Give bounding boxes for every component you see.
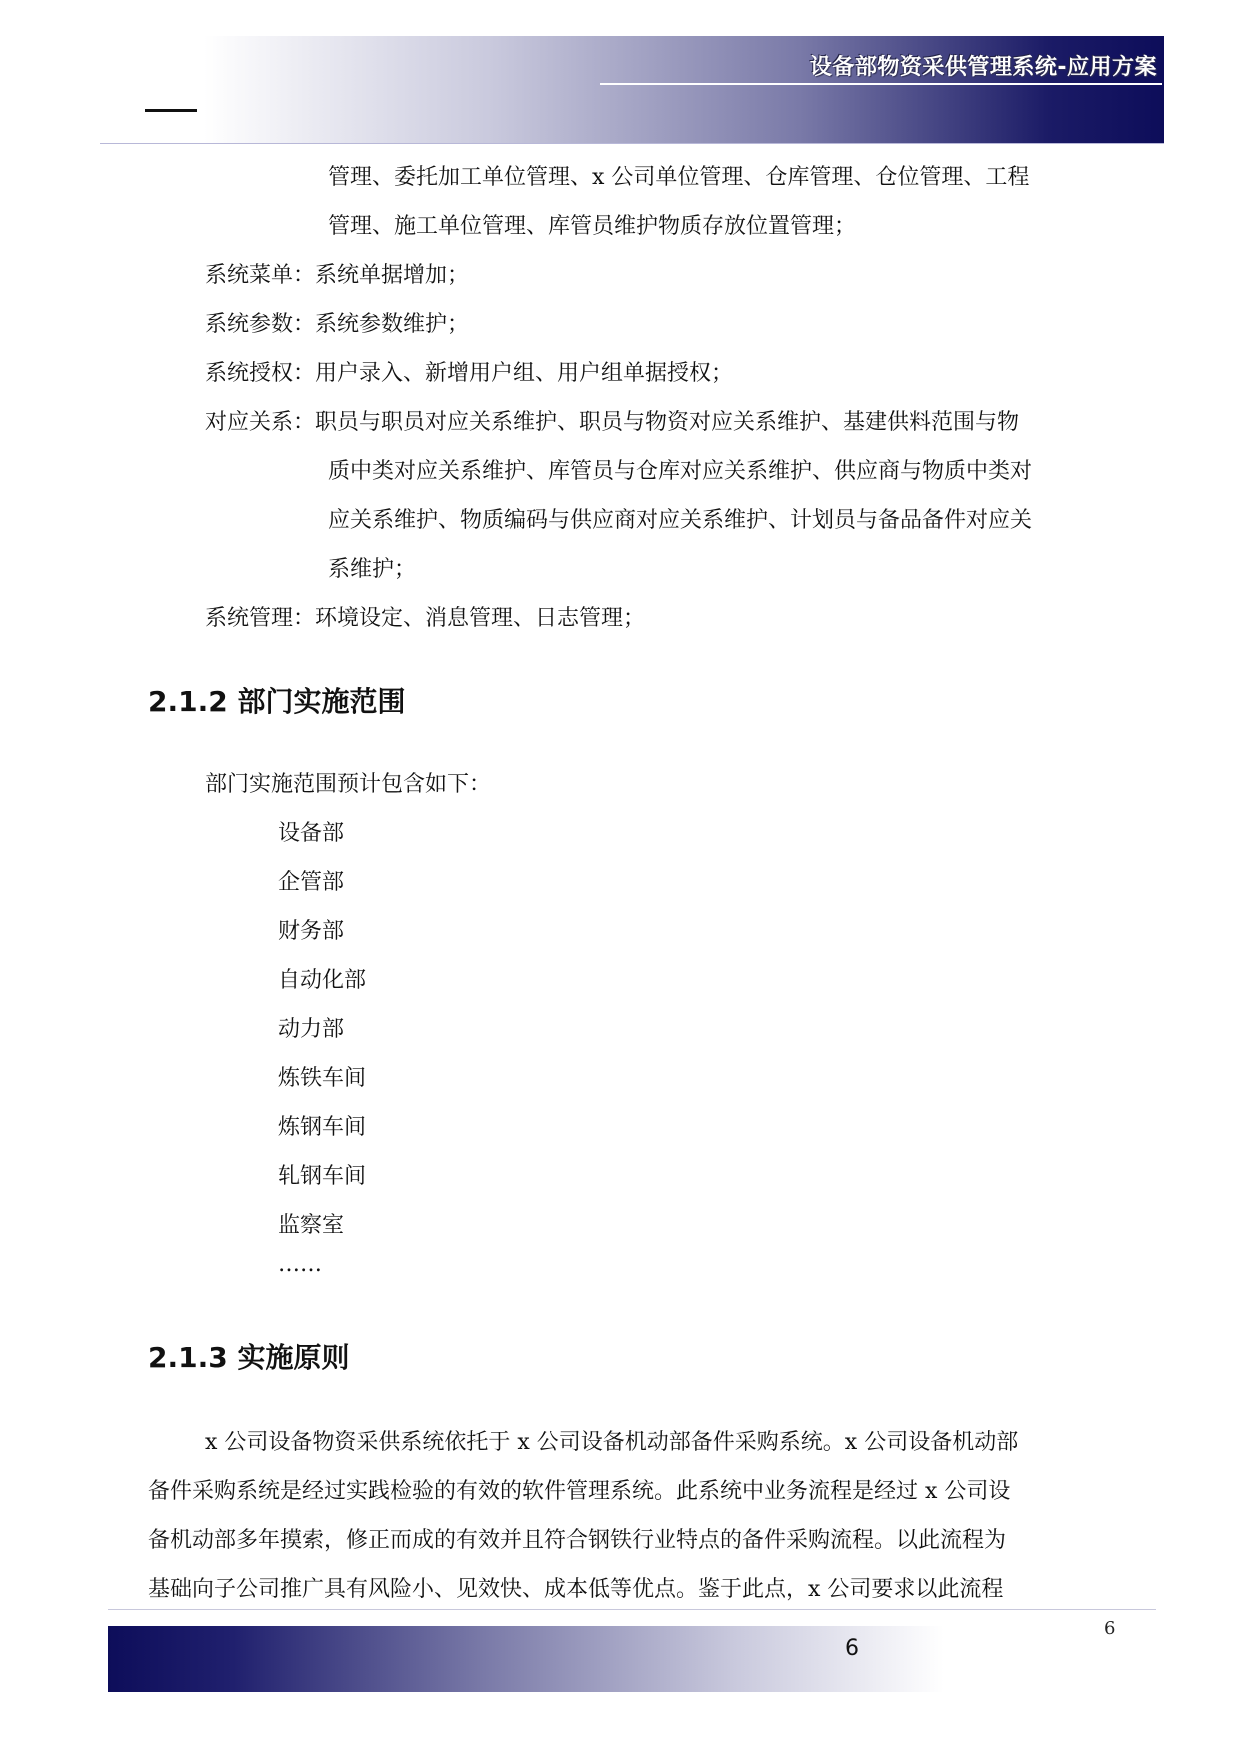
body-line: 管理、委托加工单位管理、x 公司单位管理、仓库管理、仓位管理、工程 — [328, 165, 1030, 190]
body-line: 应关系维护、物质编码与供应商对应关系维护、计划员与备品备件对应关 — [328, 508, 1033, 533]
paragraph-line: 备机动部多年摸索，修正而成的有效并且符合钢铁行业特点的备件采购流程。以此流程为 — [148, 1528, 1007, 1553]
department-item: 炼铁车间 — [278, 1066, 367, 1091]
paragraph-line: 备件采购系统是经过实践检验的有效的软件管理系统。此系统中业务流程是经过 x 公司设 — [148, 1479, 1011, 1504]
body-line: 系维护； — [328, 557, 417, 582]
department-item: 炼钢车间 — [278, 1115, 367, 1140]
department-item: 动力部 — [278, 1017, 345, 1042]
paragraph-line: 基础向子公司推广具有风险小、见效快、成本低等优点。鉴于此点，x 公司要求以此流程 — [148, 1577, 1004, 1602]
department-item: 轧钢车间 — [278, 1164, 367, 1189]
department-item: 财务部 — [278, 919, 345, 944]
section-heading-2-1-3: 2.1.3 实施原则 — [148, 1341, 350, 1374]
section-intro: 部门实施范围预计包含如下： — [205, 772, 492, 797]
department-item: 设备部 — [278, 821, 345, 846]
body-line: 质中类对应关系维护、库管员与仓库对应关系维护、供应商与物质中类对 — [328, 459, 1033, 484]
department-item: 监察室 — [278, 1213, 345, 1238]
department-item: 自动化部 — [278, 968, 367, 993]
department-item: 企管部 — [278, 870, 345, 895]
body-line: 对应关系：职员与职员对应关系维护、职员与物资对应关系维护、基建供料范围与物 — [205, 410, 1020, 435]
document-title: 设备部物资采供管理系统-应用方案 — [809, 55, 1157, 80]
body-line: 系统授权：用户录入、新增用户组、用户组单据授权； — [205, 361, 734, 386]
footer-page-number: 6 — [845, 1636, 859, 1661]
footer-banner — [108, 1626, 944, 1692]
body-line: 系统参数：系统参数维护； — [205, 312, 470, 337]
department-item-ellipsis: …… — [278, 1252, 322, 1277]
body-line: 系统菜单：系统单据增加； — [205, 263, 470, 288]
page-number-right: 6 — [1104, 1618, 1116, 1639]
header-left-bar — [145, 109, 197, 112]
body-line: 管理、施工单位管理、库管员维护物质存放位置管理； — [328, 214, 857, 239]
section-heading-2-1-2: 2.1.2 部门实施范围 — [148, 685, 406, 718]
footer-rule — [108, 1609, 1156, 1610]
header-underline — [600, 83, 1162, 85]
paragraph-line: x 公司设备物资采供系统依托于 x 公司设备机动部备件采购系统。x 公司设备机动部 — [205, 1430, 1019, 1455]
header-rule — [100, 143, 1164, 144]
body-line: 系统管理：环境设定、消息管理、日志管理； — [205, 606, 646, 631]
